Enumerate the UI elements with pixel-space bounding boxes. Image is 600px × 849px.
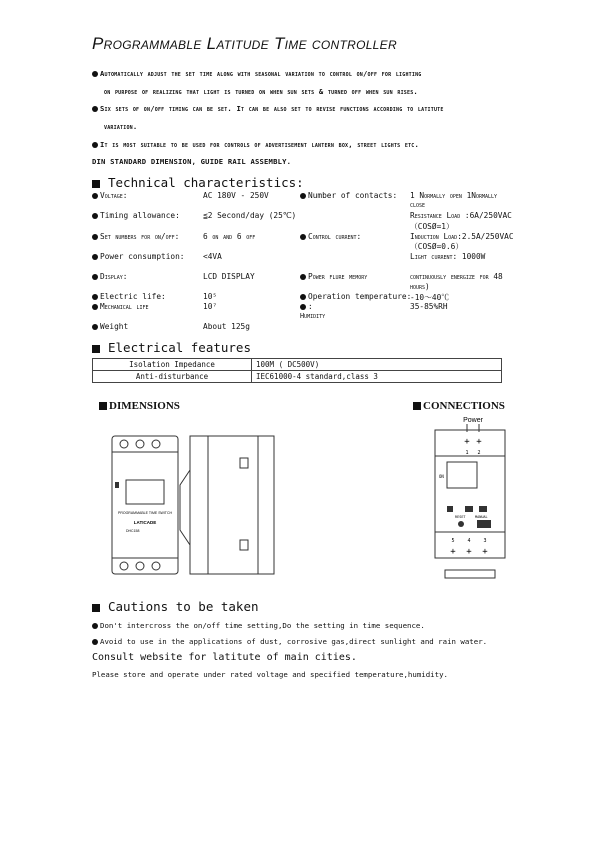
square-bullet-icon: [92, 345, 100, 353]
tech-value: Light current: 1000W: [410, 252, 486, 261]
dimensions-heading: DIMENSIONS: [99, 400, 180, 412]
dim-label-2: LATICADE: [133, 520, 157, 525]
page-title: Programmable Latitude Time controller: [92, 34, 397, 53]
table-cell: 100M ( DC500V): [252, 359, 502, 371]
tech-value: LCD DISPLAY: [203, 272, 255, 281]
intro-line-4: variation.: [104, 122, 138, 131]
tech-value: hours): [410, 282, 430, 291]
svg-text:+: +: [476, 437, 482, 447]
bullet-icon: [92, 623, 98, 629]
dim-label-1: PROGRAMMABLE TIME SWITCH: [118, 511, 172, 515]
terminal-3-label: 3: [483, 538, 487, 544]
tech-heading: Technical characteristics:: [92, 175, 304, 190]
tech-label: Power consumption:: [92, 252, 185, 261]
terminal-4-label: 4: [467, 538, 471, 544]
tech-label: Control current:: [300, 232, 361, 241]
terminal-5-label: 5: [451, 538, 455, 544]
connections-heading: CONNECTIONS: [413, 400, 505, 412]
square-bullet-icon: [92, 604, 100, 612]
bullet-icon: [92, 142, 98, 148]
caution-item: Don't intercross the on/off time setting,Do the setting in time sequence.: [92, 621, 425, 630]
tech-label: :: [300, 302, 313, 311]
tech-value: （COSØ=1）: [410, 222, 454, 231]
svg-text:+: +: [466, 547, 472, 557]
square-bullet-icon: [92, 180, 100, 188]
dimensions-drawing: [108, 430, 308, 580]
reset-label: RESET: [455, 515, 466, 519]
intro-line-2: on purpose of realizing that light is turned on when sun sets & turned off when sun rises.: [104, 87, 418, 96]
tech-value: Induction Load:2.5A/250VAC: [410, 232, 514, 241]
square-bullet-icon: [413, 402, 421, 410]
svg-text:+: +: [482, 547, 488, 557]
manual-label: MANUAL: [475, 515, 488, 519]
tech-label: Power flure memory: [300, 272, 367, 281]
cautions-heading: Cautions to be taken: [92, 599, 259, 614]
store-text: Please store and operate under rated voltage and specified temperature,humidity.: [92, 670, 448, 679]
square-bullet-icon: [99, 402, 107, 410]
tech-value: 1 Normally open 1Normally: [410, 191, 498, 200]
tech-label: Timing allowance:: [92, 211, 180, 220]
table-row: [93, 371, 502, 383]
connections-drawing: [425, 410, 515, 580]
intro-line-5: It is most suitable to be used for controls of advertisement lantern box, street lights etc.: [92, 140, 419, 149]
tech-value: -10～40℃: [410, 293, 450, 302]
bullet-icon: [92, 71, 98, 77]
intro-line-1: Automatically adjust the set time along with seasonal variation to control on/off for lighting: [92, 69, 422, 78]
electrical-table: [92, 358, 502, 383]
tech-label: Operation temperature:: [300, 292, 411, 301]
table-row: [93, 359, 502, 371]
tech-label: Set numbers for on/off:: [92, 232, 179, 241]
tech-value: About 125g: [203, 322, 250, 331]
tech-value: AC 180V - 250V: [203, 191, 269, 200]
bullet-icon: [92, 639, 98, 645]
caution-item: Avoid to use in the applications of dust, corrosive gas,direct sunlight and rain water.: [92, 637, 487, 646]
tech-value: Resistance Load :6A/250VAC: [410, 211, 512, 220]
electrical-heading: Electrical features: [92, 340, 251, 355]
tech-value: 35-85%RH: [410, 302, 448, 311]
intro-line-6: DIN STANDARD DIMENSION, GUIDE RAIL ASSEMBLY.: [92, 157, 292, 166]
table-cell: IEC61000-4 standard,class 3: [252, 371, 502, 383]
tech-label: Display:: [92, 272, 127, 281]
tech-label: Humidity: [300, 312, 326, 320]
tech-value: （COSØ=0.6）: [410, 242, 464, 251]
tech-label: Electric life:: [92, 292, 166, 301]
bullet-icon: [92, 106, 98, 112]
tech-label: Number of contacts:: [300, 191, 397, 200]
tech-value: ≦2 Second/day (25℃): [203, 211, 297, 220]
tech-value: <4VA: [203, 252, 222, 261]
tech-value: 10⁷: [203, 302, 218, 311]
tech-value: 6 on and 6 off: [203, 232, 256, 241]
terminal-1-label: 1: [465, 450, 469, 456]
tech-label: Weight: [92, 322, 128, 331]
tech-value: close: [410, 201, 426, 209]
tech-label: Voltage:: [92, 191, 127, 200]
tech-label: Mechanical life: [92, 302, 149, 311]
intro-line-3: Six sets of on/off timing can be set. It can be also set to revise functions according to latitute: [92, 104, 444, 113]
on-label: ON: [439, 474, 444, 479]
table-cell: Anti-disturbance: [93, 371, 252, 383]
terminal-2-label: 2: [477, 450, 481, 456]
consult-text: Consult website for latitute of main cities.: [92, 652, 357, 663]
svg-text:+: +: [450, 547, 456, 557]
power-label: Power: [463, 417, 483, 424]
svg-text:+: +: [464, 437, 470, 447]
tech-value: 10⁵: [203, 292, 218, 301]
tech-value: continuously energize for 48: [410, 272, 503, 281]
table-cell: Isolation Impedance: [93, 359, 252, 371]
dim-label-3: DHC158: [126, 529, 140, 533]
